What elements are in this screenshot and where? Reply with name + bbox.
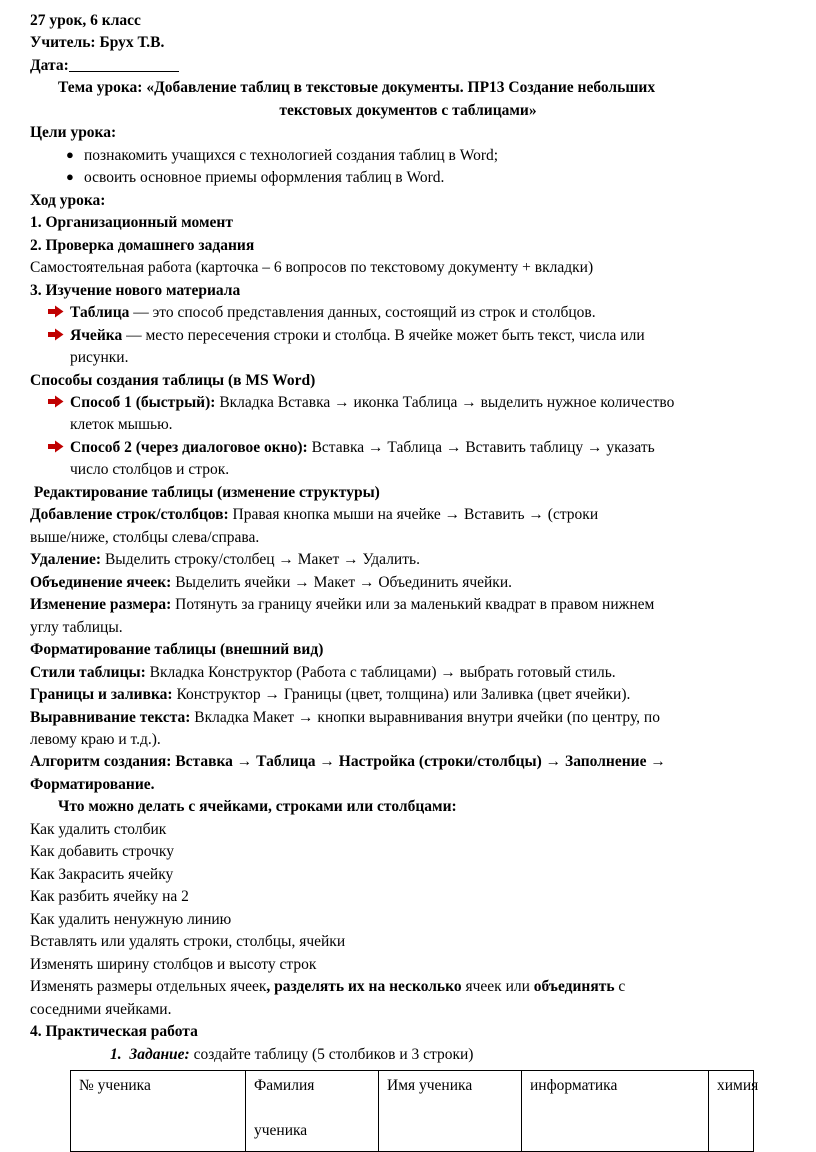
cells-last-part-3: с: [614, 978, 626, 996]
topic-label: Тема урока:: [58, 79, 143, 97]
definition-term: Таблица: [70, 304, 130, 322]
definition-rest: — это способ представления данных, состоящий из строк и столбцов.: [129, 304, 596, 322]
editing-desc: Правая кнопка мыши на ячейке → Вставить → (строки: [228, 506, 599, 524]
bullet-icon: ●: [66, 169, 74, 185]
goal-item: [30, 145, 786, 167]
cells-item: Как Закрасить ячейку: [30, 865, 174, 883]
formatting-row: [30, 662, 786, 684]
student-table: [70, 1070, 759, 1152]
cells-item: Вставлять или удалять строки, столбцы, ячейки: [30, 933, 346, 951]
editing-row: [30, 549, 786, 571]
task-label: Задание:: [129, 1045, 190, 1063]
creation-way-term: Способ 2 (через диалоговое окно):: [70, 438, 308, 456]
course-step-2: 2. Проверка домашнего задания: [30, 236, 255, 254]
goals-heading: Цели урока:: [30, 124, 117, 142]
editing-desc: Потянуть за границу ячейки или за маленький квадрат в правом нижнем: [171, 596, 655, 614]
creation-way-desc-2: число столбцов и строк.: [70, 461, 230, 479]
cells-item-last: [30, 976, 786, 998]
task-number: 1.: [110, 1045, 122, 1063]
editing-desc: Выделить ячейки → Макет → Объединить ячейки.: [171, 573, 513, 591]
course-heading: Ход урока:: [30, 191, 106, 209]
lesson-header: 27 урок, 6 класс: [30, 12, 141, 29]
topic-text-1: «Добавление таблиц в текстовые документы. ПР13 Создание небольших: [146, 79, 656, 97]
course-step-1: 1. Организационный момент: [30, 214, 233, 232]
editing-row-cont: углу таблицы.: [30, 618, 123, 636]
cells-last-part-1: Изменять размеры отдельных ячеек: [30, 978, 267, 996]
formatting-row: [30, 707, 786, 729]
creation-way-desc: Вставка → Таблица → Вставить таблицу → указать: [307, 438, 655, 456]
formatting-term: Стили таблицы:: [30, 663, 146, 681]
date-label: Дата:: [30, 56, 69, 74]
arrow-bullet-icon: [48, 302, 70, 322]
editing-heading-label: Редактирование таблицы (изменение структуры): [33, 483, 380, 501]
editing-term: Изменение размера:: [30, 596, 172, 614]
topic-line-2: текстовых документов с таблицами»: [279, 101, 537, 119]
arrow-bullet-icon: [48, 437, 70, 457]
table-cell-header-line1: Фамилия: [254, 1077, 315, 1095]
editing-row: [30, 572, 786, 594]
arrow-bullet-icon: [48, 392, 70, 412]
table-cell-header[interactable]: № ученика: [71, 1071, 246, 1152]
creation-way-desc: Вкладка Вставка → иконка Таблица → выделить нужное количество: [215, 393, 675, 411]
creation-way-text: [70, 437, 786, 482]
table-cell-header[interactable]: [246, 1071, 379, 1152]
table-cell-header-line2: ученика: [254, 1121, 308, 1139]
cells-item: Как удалить столбик: [30, 820, 167, 838]
cells-item: Как разбить ячейку на 2: [30, 888, 189, 906]
teacher-line: Учитель: Брух Т.В.: [30, 34, 165, 52]
formatting-row: [30, 684, 786, 706]
cells-item: Изменять ширину столбцов и высоту строк: [30, 955, 317, 973]
creation-way-row: [30, 392, 786, 437]
date-line: [30, 55, 786, 77]
creation-way-row: [30, 437, 786, 482]
bullet-icon: ●: [66, 146, 74, 162]
task-text: создайте таблицу (5 столбиков и 3 строки): [189, 1045, 474, 1063]
editing-term: Объединение ячеек:: [30, 573, 172, 591]
table-cell-header[interactable]: химия: [709, 1071, 754, 1152]
creation-way-desc-2: клеток мышью.: [70, 416, 173, 434]
editing-row-cont: выше/ниже, столбцы слева/справа.: [30, 528, 260, 546]
table-cell-header[interactable]: информатика: [522, 1071, 709, 1152]
goal-item-label: познакомить учащихся с технологией создания таблиц в Word;: [84, 146, 499, 164]
definition-rest-2: рисунки.: [70, 349, 129, 367]
table-cell-header[interactable]: Имя ученика: [379, 1071, 522, 1152]
goal-item: [30, 167, 786, 189]
cells-last-bold-1: , разделять их на несколько: [266, 978, 462, 996]
table-row: [71, 1071, 754, 1152]
creation-heading: Способы создания таблицы (в MS Word): [30, 371, 316, 389]
algorithm-line-2: Форматирование.: [30, 775, 155, 793]
cells-section-heading: Что можно делать с ячейками, строками или столбцами:: [58, 798, 457, 816]
definition-rest: — место пересечения строки и столбца. В ячейке может быть текст, числа или: [122, 326, 645, 344]
editing-row: [30, 594, 786, 616]
goal-item-label: освоить основное приемы оформления таблиц в Word.: [84, 169, 445, 187]
editing-term: Удаление:: [30, 551, 102, 569]
definition-row: [30, 325, 786, 370]
formatting-desc: Конструктор → Границы (цвет, толщина) или Заливка (цвет ячейки).: [172, 686, 631, 704]
date-blank: [69, 57, 179, 72]
cells-item: Как добавить строчку: [30, 843, 174, 861]
course-step-3: 3. Изучение нового материала: [30, 281, 241, 299]
cells-last-bold-2: объединять: [533, 978, 615, 996]
formatting-desc: Вкладка Конструктор (Работа с таблицами) → выбрать готовый стиль.: [145, 663, 616, 681]
practice-heading: 4. Практическая работа: [30, 1023, 198, 1041]
formatting-term: Выравнивание текста:: [30, 708, 191, 726]
formatting-desc: Вкладка Макет → кнопки выравнивания внутри ячейки (по центру, по: [190, 708, 660, 726]
definition-text: [70, 325, 786, 370]
arrow-bullet-icon: [48, 325, 70, 345]
task-line: [30, 1044, 786, 1066]
topic-line-1: [30, 77, 786, 99]
cells-item: Как удалить ненужную линию: [30, 910, 232, 928]
editing-heading: [30, 482, 786, 504]
course-step-2-text: Самостоятельная работа (карточка – 6 вопросов по текстовому документу + вкладки): [30, 259, 594, 277]
cells-last-part-2: ячеек или: [461, 978, 534, 996]
definition-row: [30, 302, 786, 324]
cells-item-last-cont: соседними ячейками.: [30, 1000, 172, 1018]
creation-way-text: [70, 392, 786, 437]
editing-term: Добавление строк/столбцов:: [30, 506, 229, 524]
definition-term: Ячейка: [70, 326, 123, 344]
creation-way-term: Способ 1 (быстрый):: [70, 393, 216, 411]
formatting-row-cont: левому краю и т.д.).: [30, 731, 161, 748]
editing-row: [30, 504, 786, 526]
definition-text: [70, 302, 786, 324]
editing-desc: Выделить строку/столбец → Макет → Удалить.: [101, 551, 420, 569]
algorithm-line-1: Алгоритм создания: Вставка → Таблица → Настройка (строки/столбцы) → Заполнение →: [30, 753, 666, 771]
formatting-term: Границы и заливка:: [30, 686, 173, 704]
formatting-heading: Форматирование таблицы (внешний вид): [30, 641, 324, 659]
